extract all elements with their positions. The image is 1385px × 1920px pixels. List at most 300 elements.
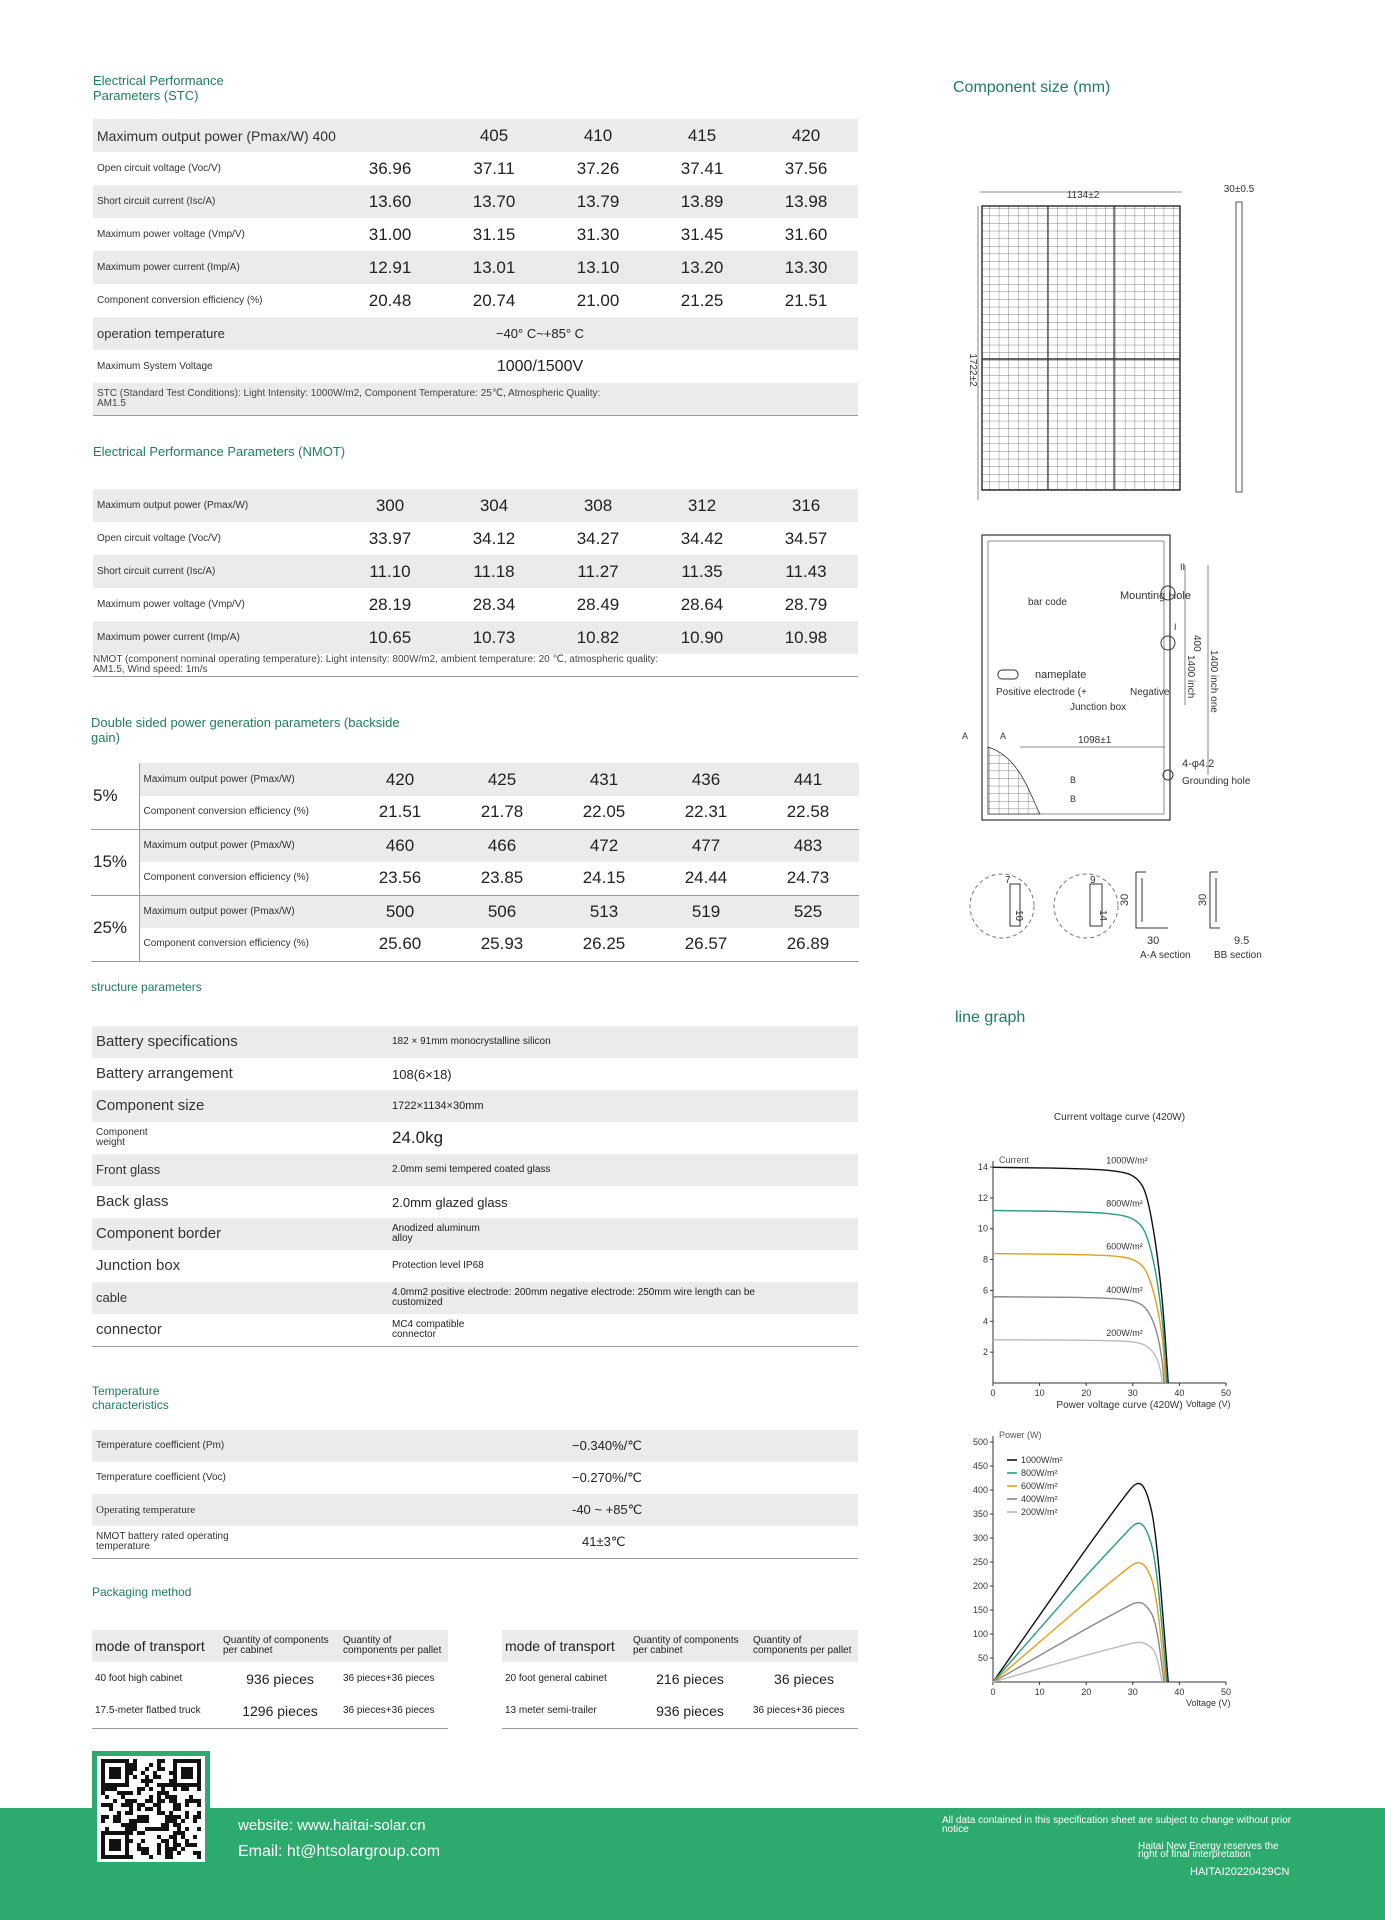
packaging-cabinet: 936 pieces — [246, 1670, 314, 1687]
stc-note-row — [93, 383, 858, 415]
bifacial-eff-label: Component conversion efficiency (%) — [139, 796, 349, 829]
qr-module — [197, 1851, 201, 1855]
nmot-cell: 28.34 — [472, 594, 516, 614]
structure-label: Component border — [92, 1218, 388, 1250]
stc-op-temp-value: −40° C~+85° C — [338, 317, 858, 350]
structure-label: Battery specifications — [92, 1026, 388, 1058]
stc-row-label: Maximum power voltage (Vmp/V) — [97, 228, 245, 240]
temperature-label: Temperature coefficient (Pm) — [92, 1430, 492, 1462]
qr-module — [117, 1815, 121, 1819]
y-axis-label: Power (W) — [999, 1430, 1042, 1440]
bifacial-power-row — [91, 829, 859, 862]
bifacial-power-row — [91, 895, 859, 928]
qr-module — [173, 1823, 177, 1827]
structure-row — [92, 1314, 858, 1346]
qr-module — [165, 1855, 169, 1859]
series-label: 200W/m² — [1106, 1327, 1143, 1338]
temperature-value: -40 ~ +85℃ — [492, 1494, 858, 1526]
temperature-title: Temperature characteristics — [92, 1384, 169, 1412]
packaging-mode: 40 foot high cabinet — [95, 1672, 183, 1684]
detail-9: 9 — [1090, 875, 1096, 886]
qr-module — [133, 1827, 137, 1831]
y-tick-label: 8 — [982, 1254, 988, 1265]
qr-module — [173, 1835, 177, 1839]
qr-module — [137, 1803, 141, 1807]
temperature-row — [92, 1526, 858, 1558]
qr-module — [133, 1763, 137, 1767]
qr-module — [169, 1847, 173, 1851]
qr-module — [165, 1783, 169, 1787]
qr-module — [129, 1819, 133, 1823]
temperature-value: −0.340%/℃ — [492, 1430, 858, 1462]
qr-module — [177, 1807, 181, 1811]
qr-module — [105, 1827, 109, 1831]
nameplate-label: nameplate — [1035, 669, 1087, 681]
qr-module — [157, 1847, 161, 1851]
y-tick-label: 150 — [972, 1605, 988, 1615]
back-view — [962, 535, 1251, 820]
disclaimer: All data contained in this specification sheet are subject to change without prior notice — [942, 1815, 1292, 1835]
qr-module — [189, 1843, 193, 1847]
nmot-cell: 304 — [442, 489, 546, 522]
qr-module — [193, 1835, 197, 1839]
mark-a-right: A — [1000, 731, 1007, 741]
mark-a-left: A — [962, 731, 969, 741]
aa-section-label: A-A section — [1140, 950, 1191, 961]
qr-module — [185, 1815, 189, 1819]
stc-cell: 31.00 — [368, 224, 412, 244]
qr-module — [133, 1767, 137, 1771]
structure-row — [92, 1058, 858, 1090]
stc-row-label: Open circuit voltage (Voc/V) — [97, 162, 221, 174]
junction-box-label: Junction box — [1070, 702, 1127, 713]
bifacial-cell: 425 — [451, 763, 553, 796]
stc-max-sys-label: Maximum System Voltage — [97, 360, 213, 372]
stc-row — [93, 284, 858, 317]
structure-value: 4.0mm2 positive electrode: 200mm negative electrode: 250mm wire length can be customized — [388, 1282, 858, 1314]
stc-max-sys-value: 1000/1500V — [496, 357, 584, 375]
temperature-row — [92, 1430, 858, 1462]
packaging-cabinet: 216 pieces — [656, 1670, 724, 1687]
qr-module — [125, 1823, 129, 1827]
bifacial-cell: 506 — [451, 895, 553, 928]
qr-module — [181, 1787, 185, 1791]
qr-module — [141, 1771, 145, 1775]
qr-module — [133, 1759, 137, 1763]
bifacial-eff-row — [91, 928, 859, 961]
qr-module — [157, 1835, 161, 1839]
qr-finder — [109, 1839, 121, 1851]
qr-module — [141, 1819, 145, 1823]
structure-title: structure parameters — [91, 980, 202, 994]
qr-module — [157, 1827, 161, 1831]
qr-module — [113, 1815, 117, 1819]
qr-module — [113, 1799, 117, 1803]
nmot-cell: 312 — [650, 489, 754, 522]
qr-module — [185, 1787, 189, 1791]
qr-module — [113, 1787, 117, 1791]
bifacial-eff-row — [91, 796, 859, 829]
stc-cell: 12.91 — [338, 251, 442, 284]
qr-module — [117, 1791, 121, 1795]
pv-chart — [950, 1400, 1270, 1710]
nmot-row-label: Maximum power current (Imp/A) — [93, 621, 338, 654]
qr-module — [169, 1815, 173, 1819]
qr-module — [173, 1815, 177, 1819]
x-tick-label: 30 — [1127, 1687, 1138, 1697]
bifacial-power-label: Maximum output power (Pmax/W) — [139, 895, 349, 928]
qr-module — [141, 1815, 145, 1819]
qr-module — [145, 1847, 149, 1851]
nmot-cell: 28.79 — [784, 594, 828, 614]
y-tick-label: 300 — [972, 1533, 988, 1543]
qr-module — [129, 1831, 133, 1835]
qr-module — [197, 1827, 201, 1831]
qr-module — [141, 1831, 145, 1835]
stc-cell: 13.30 — [754, 251, 858, 284]
structure-row — [92, 1090, 858, 1122]
stc-power-label: Maximum output power (Pmax/W) 400 — [93, 119, 442, 152]
stc-max-sys-row — [93, 350, 858, 383]
structure-label: connector — [92, 1314, 388, 1346]
stc-op-temp-label: operation temperature — [93, 317, 338, 350]
nmot-row — [93, 621, 858, 654]
qr-module — [169, 1783, 173, 1787]
packaging-cabinet: 936 pieces — [656, 1703, 724, 1720]
bifacial-cell: 460 — [349, 829, 451, 862]
qr-module — [157, 1799, 161, 1803]
website-link[interactable]: website: www.haitai-solar.cn — [238, 1817, 426, 1834]
bifacial-cell: 441 — [757, 763, 859, 796]
stc-power-value: 410 — [546, 119, 650, 152]
qr-module — [149, 1799, 153, 1803]
qr-module — [133, 1799, 137, 1803]
qr-module — [165, 1847, 169, 1851]
qr-module — [137, 1787, 141, 1791]
nmot-cell: 11.43 — [754, 555, 858, 588]
stc-cell: 13.89 — [650, 185, 754, 218]
qr-module — [157, 1811, 161, 1815]
x-tick-label: 50 — [1220, 1388, 1232, 1398]
height-dim: 1722±2 — [967, 353, 978, 387]
bifacial-eff-label: Component conversion efficiency (%) — [139, 862, 349, 895]
chart-title: Current voltage curve (420W) — [1053, 1112, 1186, 1123]
qr-module — [165, 1827, 169, 1831]
qr-module — [185, 1843, 189, 1847]
qr-module — [165, 1839, 169, 1843]
detail-30-a: 30 — [1119, 893, 1131, 906]
stc-cell: 13.79 — [546, 185, 650, 218]
bifacial-cell: 22.05 — [553, 796, 655, 829]
nmot-cell: 10.65 — [338, 621, 442, 654]
qr-module — [177, 1815, 181, 1819]
qr-module — [125, 1827, 129, 1831]
y-tick-label: 250 — [972, 1557, 988, 1567]
nmot-row — [93, 489, 858, 522]
bifacial-cell: 500 — [349, 895, 451, 928]
qr-module — [173, 1839, 177, 1843]
qr-module — [149, 1807, 153, 1811]
stc-cell: 31.30 — [576, 224, 620, 244]
x-axis-label: Voltage (V) — [1186, 1399, 1231, 1409]
qr-module — [173, 1819, 177, 1823]
qr-module — [197, 1799, 201, 1803]
width-dim: 1134±2 — [1066, 190, 1100, 201]
qr-module — [189, 1795, 193, 1799]
packaging-mode: 13 meter semi-trailer — [505, 1705, 597, 1717]
packaging-pallet: 36 pieces+36 pieces — [343, 1705, 435, 1717]
y-tick-label: 2 — [982, 1347, 988, 1358]
qr-module — [137, 1819, 141, 1823]
dim-1400-one: 1400 inch one — [1208, 650, 1219, 713]
y-tick-label: 6 — [982, 1285, 988, 1296]
qr-module — [141, 1787, 145, 1791]
nmot-cell: 11.10 — [338, 555, 442, 588]
bifacial-cell: 477 — [655, 829, 757, 862]
qr-module — [129, 1799, 133, 1803]
qr-module — [153, 1771, 157, 1775]
nmot-cell: 10.82 — [546, 621, 650, 654]
temperature-label: Operating temperature — [92, 1494, 492, 1526]
bifacial-cell: 525 — [757, 895, 859, 928]
y-tick-label: 50 — [977, 1653, 988, 1663]
structure-row — [92, 1186, 858, 1218]
bifacial-cell: 420 — [349, 763, 451, 796]
qr-module — [129, 1823, 133, 1827]
structure-value: 24.0kg — [392, 1128, 444, 1147]
y-tick-label: 200 — [972, 1581, 988, 1591]
stc-cell: 37.41 — [680, 158, 724, 178]
qr-module — [157, 1783, 161, 1787]
structure-value: 2.0mm semi tempered coated glass — [388, 1154, 858, 1186]
packaging-header: Quantity of components per cabinet — [220, 1630, 340, 1662]
qr-module — [157, 1759, 161, 1763]
qr-module — [157, 1843, 161, 1847]
bifacial-table — [91, 763, 859, 962]
hole-size-label: 4-φ4.2 — [1182, 758, 1215, 770]
temperature-label: Temperature coefficient (Voc) — [96, 1472, 226, 1483]
temperature-row — [92, 1462, 858, 1494]
y-tick-label: 10 — [977, 1223, 988, 1234]
qr-module — [129, 1803, 133, 1807]
nmot-cell: 34.12 — [472, 528, 516, 548]
qr-module — [129, 1763, 133, 1767]
mark-i: I — [1174, 622, 1177, 632]
qr-module — [161, 1823, 165, 1827]
temperature-value: 41±3℃ — [492, 1526, 858, 1558]
nmot-row-label: Open circuit voltage (Voc/V) — [97, 532, 221, 544]
qr-module — [109, 1787, 113, 1791]
qr-module — [197, 1803, 201, 1807]
qr-module — [157, 1775, 161, 1779]
qr-module — [161, 1791, 165, 1795]
nmot-cell: 11.35 — [650, 555, 754, 588]
bifacial-cell: 483 — [757, 829, 859, 862]
stc-power-value: 405 — [442, 119, 546, 152]
nmot-cell: 11.27 — [546, 555, 650, 588]
detail-sections — [970, 872, 1262, 961]
bifacial-pct: 5% — [91, 763, 139, 829]
series-label: 1000W/m² — [1106, 1155, 1148, 1166]
qr-module — [185, 1803, 189, 1807]
stc-cell: 31.60 — [784, 224, 828, 244]
qr-module — [141, 1847, 145, 1851]
packaging-pallet: 36 pieces — [774, 1670, 834, 1687]
bifacial-eff-row — [91, 862, 859, 895]
structure-label: Component size — [92, 1090, 388, 1122]
stc-cell: 13.70 — [442, 185, 546, 218]
structure-value: Anodized aluminum alloy — [388, 1218, 858, 1250]
bifacial-pct: 25% — [91, 895, 139, 961]
email-link[interactable]: Email: ht@htsolargroup.com — [238, 1843, 441, 1860]
bifacial-power-label: Maximum output power (Pmax/W) — [139, 829, 349, 862]
qr-module — [161, 1827, 165, 1831]
structure-row — [92, 1154, 858, 1186]
structure-value: Protection level IP68 — [392, 1260, 484, 1271]
stc-title: Electrical Performance Parameters (STC) — [93, 73, 224, 103]
stc-cell: 20.74 — [472, 290, 516, 310]
qr-module — [157, 1791, 161, 1795]
qr-module — [125, 1803, 129, 1807]
qr-module — [129, 1807, 133, 1811]
qr-module — [145, 1799, 149, 1803]
x-tick-label: 30 — [1127, 1388, 1138, 1398]
dim-1400: 1400 inch — [1185, 655, 1196, 699]
y-tick-label: 450 — [972, 1461, 988, 1471]
positive-label: Positive electrode (+ — [996, 687, 1087, 698]
qr-module — [141, 1779, 145, 1783]
nmot-cell: 33.97 — [368, 528, 412, 548]
qr-module — [157, 1795, 161, 1799]
qr-module — [145, 1783, 149, 1787]
nmot-row — [93, 555, 858, 588]
qr-module — [141, 1839, 145, 1843]
rights-note: Haitai New Energy reserves the right of final interpretation — [1138, 1841, 1279, 1860]
qr-module — [149, 1779, 153, 1783]
packaging-pallet: 36 pieces+36 pieces — [343, 1672, 435, 1684]
stc-table — [93, 119, 858, 416]
qr-module — [149, 1827, 153, 1831]
series-line — [993, 1563, 1165, 1682]
qr-module — [173, 1795, 177, 1799]
mounting-hole-label: Mounting Hole — [1120, 590, 1191, 602]
qr-module — [197, 1815, 201, 1819]
qr-module — [161, 1783, 165, 1787]
nmot-row-label: Maximum output power (Pmax/W) — [93, 489, 338, 522]
packaging-row — [92, 1695, 448, 1728]
bifacial-cell: 24.73 — [757, 862, 859, 895]
stc-cell: 21.25 — [680, 290, 724, 310]
x-tick-label: 40 — [1174, 1687, 1185, 1697]
nmot-cell: 308 — [546, 489, 650, 522]
qr-module — [169, 1851, 173, 1855]
qr-module — [185, 1811, 189, 1815]
detail-9-5: 9.5 — [1234, 935, 1250, 947]
line-graph-title: line graph — [955, 1009, 1026, 1026]
packaging-title: Packaging method — [92, 1585, 192, 1599]
bifacial-cell: 24.15 — [553, 862, 655, 895]
bifacial-cell: 21.51 — [349, 796, 451, 829]
stc-cell: 31.45 — [680, 224, 724, 244]
bifacial-pct: 15% — [91, 829, 139, 895]
nmot-cell: 28.64 — [680, 594, 724, 614]
qr-module — [121, 1823, 125, 1827]
qr-module — [193, 1819, 197, 1823]
qr-code[interactable] — [92, 1751, 210, 1867]
qr-module — [121, 1795, 125, 1799]
x-tick-label: 0 — [990, 1388, 996, 1398]
qr-module — [161, 1811, 165, 1815]
qr-module — [181, 1847, 185, 1851]
nmot-cell: 28.49 — [576, 594, 620, 614]
qr-module — [129, 1827, 133, 1831]
stc-row — [93, 218, 858, 251]
stc-cell: 37.11 — [473, 158, 515, 178]
qr-module — [157, 1851, 161, 1855]
bifacial-cell: 26.89 — [757, 928, 859, 961]
packaging-table-left — [92, 1630, 448, 1729]
qr-module — [117, 1811, 121, 1815]
temperature-label: NMOT battery rated operating temperature — [92, 1526, 492, 1558]
stc-row-label: Component conversion efficiency (%) — [97, 294, 263, 306]
qr-module — [165, 1815, 169, 1819]
legend-label: 200W/m² — [1021, 1507, 1058, 1517]
qr-module — [145, 1767, 149, 1771]
nmot-row-label: Maximum power voltage (Vmp/V) — [97, 598, 245, 610]
packaging-header: mode of transport — [92, 1630, 220, 1662]
stc-power-value: 415 — [650, 119, 754, 152]
structure-value: 2.0mm glazed glass — [392, 1194, 508, 1210]
x-tick-label: 10 — [1034, 1687, 1045, 1697]
qr-module — [165, 1819, 169, 1823]
stc-cell: 13.20 — [650, 251, 754, 284]
qr-module — [133, 1819, 137, 1823]
packaging-header: mode of transport — [502, 1630, 630, 1662]
qr-module — [193, 1799, 197, 1803]
nmot-note: NMOT (component nominal operating temperature): Light intensity: 800W/m2, ambient temperature: 20 ℃, atmospheric quality: AM1.5, Wind speed: 1m/s — [93, 654, 858, 676]
negative-label: Negative — [1130, 687, 1170, 698]
legend-label: 600W/m² — [1021, 1481, 1058, 1491]
series-line — [993, 1642, 1162, 1682]
detail-7: 7 — [1005, 875, 1011, 886]
bifacial-cell: 466 — [451, 829, 553, 862]
qr-module — [169, 1855, 173, 1859]
nmot-title: Electrical Performance Parameters (NMOT) — [93, 444, 346, 459]
packaging-header: Quantity of components per pallet — [340, 1630, 448, 1662]
stc-row-label: Short circuit current (Isc/A) — [93, 185, 338, 218]
y-tick-label: 400 — [972, 1485, 988, 1495]
packaging-table-right — [502, 1630, 858, 1729]
bifacial-cell: 25.60 — [349, 928, 451, 961]
dim-400: 400 — [1191, 635, 1202, 652]
qr-module — [173, 1807, 177, 1811]
bifacial-cell: 519 — [655, 895, 757, 928]
mark-b-upper: B — [1070, 775, 1077, 785]
qr-module — [177, 1823, 181, 1827]
structure-value: 1722×1134×30mm — [388, 1090, 858, 1122]
y-tick-label: 500 — [972, 1437, 988, 1447]
nmot-cell: 316 — [754, 489, 858, 522]
qr-module — [113, 1819, 117, 1823]
bifacial-cell: 26.25 — [553, 928, 655, 961]
qr-module — [105, 1795, 109, 1799]
qr-module — [129, 1791, 133, 1795]
structure-value: MC4 compatible connector — [388, 1314, 858, 1346]
bifacial-title: Double sided power generation parameters (backside gain) — [91, 715, 400, 745]
qr-module — [165, 1795, 169, 1799]
legend-label: 1000W/m² — [1021, 1455, 1063, 1465]
qr-module — [129, 1771, 133, 1775]
